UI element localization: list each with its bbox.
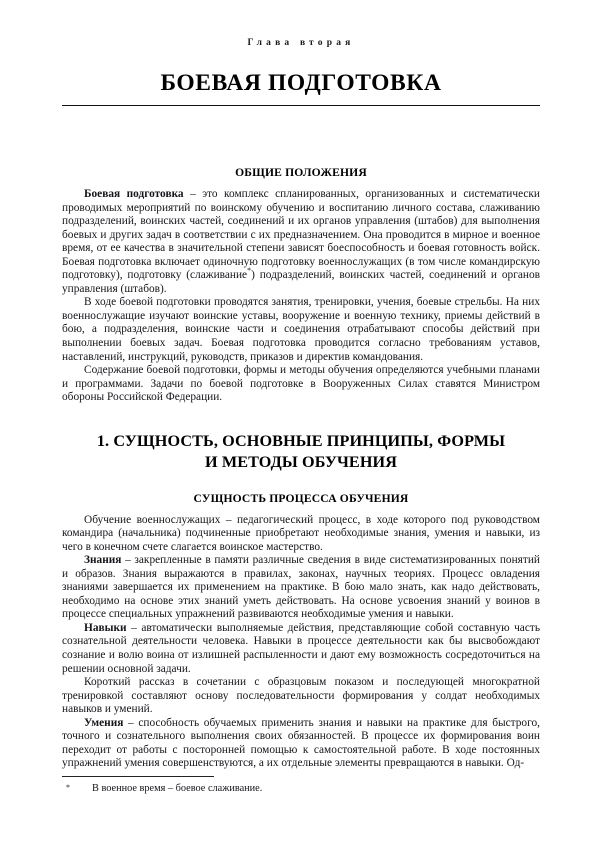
footnote-block	[62, 776, 540, 794]
paragraph-general-1	[62, 188, 540, 296]
page-content	[62, 0, 540, 771]
paragraph-general-1-body: – это комплекс спланированных, организованных и систематически проводимых мероприятий по воинскому обучению и воспитанию личного состава, слаживанию подразделений, воинских частей, соединений и их органов управления (штабов) для выполнения боевых и других задач в соответствии с их предназначением. Она проводится в мирное и военное время, от ее качества в значительной степени зависят боеспособность и боевая готовность войск. Боевая подготовка включает одиночную подготовку военнослужащих (в том числе командирскую подготовку), подготовку (слаживание	[62, 188, 540, 282]
footnote-marker: *	[66, 783, 70, 792]
section-heading-chapter-one-line1: 1. СУЩНОСТЬ, ОСНОВНЫЕ ПРИНЦИПЫ, ФОРМЫ	[96, 431, 506, 450]
section-heading-chapter-one	[62, 431, 540, 474]
paragraph-essence-5	[62, 717, 540, 771]
paragraph-essence-5-body: – способность обучаемых применить знания и навыки на практике для быстрого, точного и сознательного выполнения своих обязанностей. В процессе их формирования воин переходит от работы с посторонней помощью к самостоятельной работе. В ходе постоянных упражнений умения совершенствуются, а их отдельные элементы превращаются в навыки. Од-	[62, 716, 540, 770]
footnote-line	[62, 783, 540, 794]
paragraph-general-3: Содержание боевой подготовки, формы и методы обучения определяются учебными планами и программами. Задачи по боевой подготовке в Вооруженных Силах ставятся Министром обороны Российской Федерации.	[62, 364, 540, 404]
page-title: БОЕВАЯ ПОДГОТОВКА	[160, 70, 442, 96]
paragraph-essence-3	[62, 622, 540, 676]
section-heading-general: ОБЩИЕ ПОЛОЖЕНИЯ	[235, 166, 367, 179]
title-divider	[62, 105, 540, 106]
section-heading-chapter-one-line2: И МЕТОДЫ ОБУЧЕНИЯ	[204, 453, 397, 472]
footnote-reference[interactable]: *	[247, 266, 252, 276]
paragraph-general-1-tail: ) подразделений, воинских частей, соединений и органов управления (штабов).	[62, 269, 540, 295]
paragraph-essence-2	[62, 554, 540, 622]
paragraph-essence-1: Обучение военнослужащих – педагогический процесс, в ходе которого под руководством командира (начальника) подчиненные приобретают необходимые знания, умения и навыки, из чего в конечном счете слагается воинское мастерство.	[62, 513, 540, 553]
paragraph-essence-2-body: – закрепленные в памяти различные сведения в виде систематизированных понятий и образов. Знания выражаются в правилах, законах, научных теориях. Процесс овладения знаниями завершается их применением на практике. В бою мало знать, как надо действовать, необходимо на основе этих знаний уметь действовать. На основе усвоения знаний у воинов в процессе специальных упражнений развиваются необходимые умения и навыки.	[62, 554, 540, 621]
footnote-divider	[62, 776, 214, 777]
paragraph-essence-3-body: – автоматически выполняемые действия, представляющие собой составную часть сознательной деятельности человека. Навыки в процессе деятельности как бы высвобождают сознание и волю воина от излишней распыленности и дают ему возможность сосредоточиться на решении основной задачи.	[62, 621, 540, 675]
paragraph-general-2: В ходе боевой подготовки проводятся занятия, тренировки, учения, боевые стрельбы. На них военнослужащие изучают воинские уставы, вооружение и военную технику, приемы действий в бою, а подразделения, воинские части и соединения отрабатывают способы действий при выполнении боевых задач. Боевая подготовка проводится согласно требованиям уставов, наставлений, инструкций, руководств, приказов и директив командования.	[62, 296, 540, 363]
chapter-label: Глава вторая	[247, 38, 355, 48]
footnote-text: В военное время – боевое слаживание.	[92, 783, 263, 794]
term-boevaya-podgotovka: Боевая подготовка	[84, 188, 184, 200]
section-heading-essence: СУЩНОСТЬ ПРОЦЕССА ОБУЧЕНИЯ	[193, 491, 409, 505]
term-umeniya: Умения	[84, 716, 124, 729]
term-navyki: Навыки	[84, 621, 127, 634]
paragraph-essence-4: Короткий рассказ в сочетании с образцовым показом и последующей многократной тренировкой составляют основу последовательности формирования у солдат необходимых навыков и умений.	[62, 676, 540, 716]
term-znaniya: Знания	[84, 554, 122, 567]
